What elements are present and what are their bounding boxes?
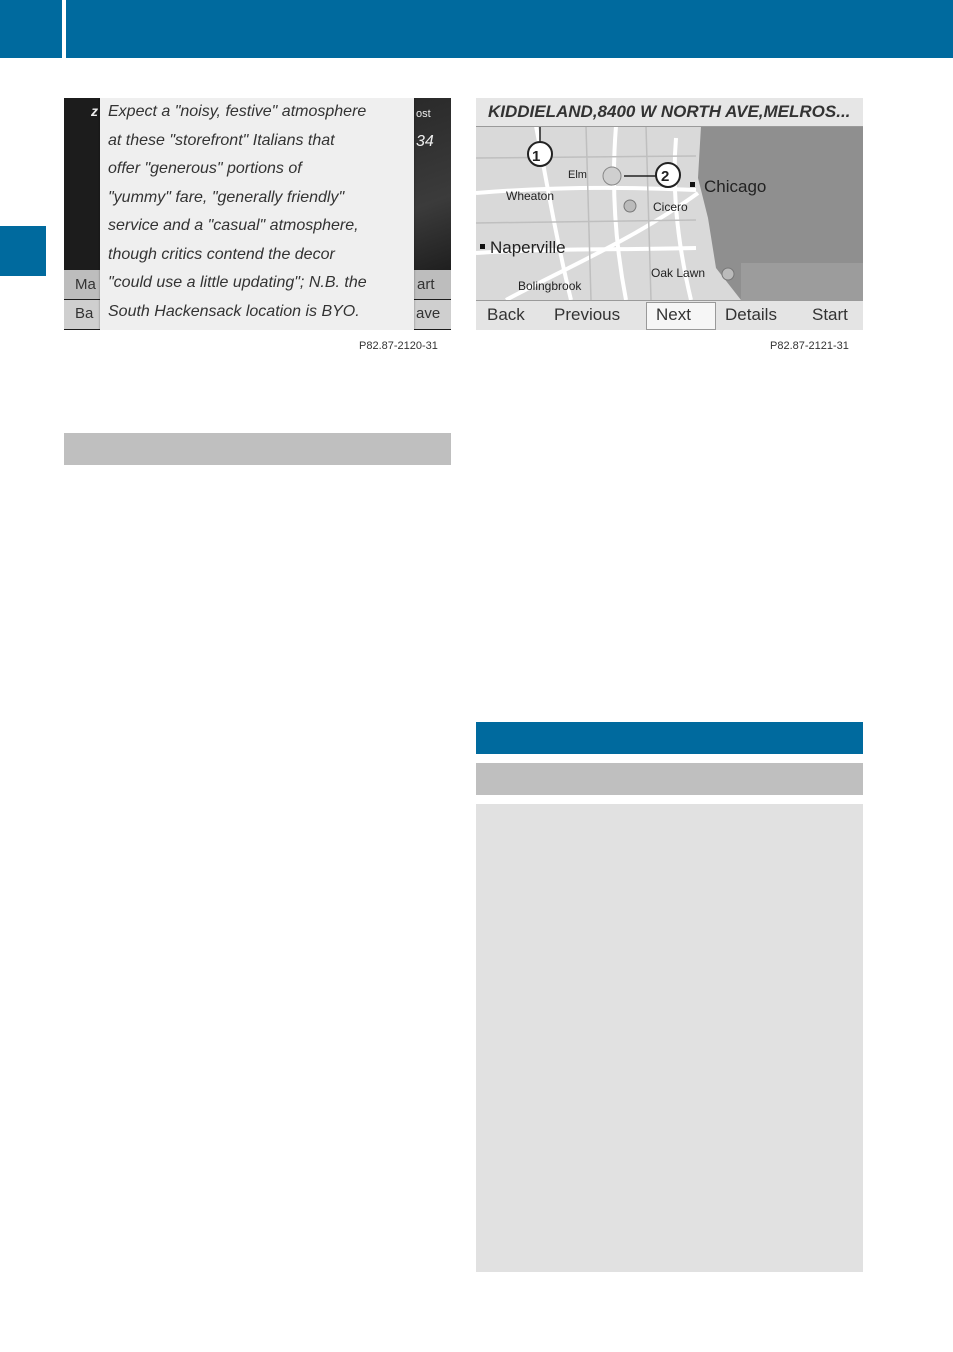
- background-panel: [414, 98, 451, 270]
- popup-line: South Hackensack location is BYO.: [108, 303, 360, 320]
- fragment-number: 34: [416, 133, 434, 150]
- fragment-softkey-right: ave: [416, 305, 441, 322]
- map-canvas: [476, 98, 863, 330]
- info-panel: [476, 804, 863, 1272]
- screenshot-map: [476, 98, 863, 330]
- fragment-top-right: ost: [416, 108, 431, 120]
- city-marker: [480, 244, 485, 249]
- section-heading-bar: [64, 433, 451, 465]
- poi-icon: [624, 200, 636, 212]
- popup-line: Expect a "noisy, festive" atmosphere: [108, 103, 367, 120]
- screenshot-description-popup: [64, 98, 451, 330]
- city-marker: [690, 182, 695, 187]
- fragment-top-left: z: [91, 103, 98, 119]
- softkey-bar: [476, 300, 863, 330]
- header-bar-left: [0, 0, 62, 58]
- popup-line: "could use a little updating"; N.B. the: [108, 274, 367, 291]
- section-heading-blue: [476, 722, 863, 754]
- callout-label-2: 2: [661, 168, 670, 185]
- start-button[interactable]: Start: [812, 305, 848, 324]
- poi-icon: [603, 167, 621, 185]
- popup-line: service and a "casual" atmosphere,: [108, 217, 359, 234]
- header-bar: [66, 0, 953, 58]
- details-button[interactable]: Details: [725, 305, 777, 324]
- lake-area: [741, 263, 863, 300]
- fragment-menu-left: Ma: [75, 276, 96, 293]
- section-tab: [0, 226, 46, 276]
- popup-line: though critics contend the decor: [108, 246, 335, 263]
- popup-line: "yummy" fare, "generally friendly": [108, 189, 345, 206]
- place-wheaton: Wheaton: [506, 189, 555, 203]
- place-naperville: Naperville: [490, 238, 566, 257]
- next-button[interactable]: [646, 302, 716, 330]
- figure-caption-right: P82.87-2121-31: [770, 340, 849, 352]
- previous-button[interactable]: Previous: [554, 305, 621, 324]
- place-elm: Elm: [568, 169, 587, 181]
- map-title-bar: [476, 98, 863, 127]
- place-oak-lawn: Oak Lawn: [651, 266, 706, 280]
- figure-caption-left: P82.87-2120-31: [359, 340, 438, 352]
- description-popup: [100, 98, 414, 330]
- subsection-heading-bar: [476, 763, 863, 795]
- place-cicero: Cicero: [653, 200, 688, 214]
- callout-label-1: 1: [532, 148, 541, 165]
- popup-line: offer "generous" portions of: [108, 160, 302, 177]
- back-button[interactable]: Back: [487, 305, 525, 324]
- destination-title: KIDDIELAND,8400 W NORTH AVE,MELROS...: [488, 102, 851, 121]
- fragment-softkey-left: Ba: [75, 305, 94, 322]
- popup-line: at these "storefront" Italians that: [108, 132, 335, 149]
- place-bolingbrook: Bolingbrook: [518, 279, 582, 293]
- poi-icon: [722, 268, 734, 280]
- place-chicago: Chicago: [704, 177, 767, 196]
- next-button-label: Next: [656, 305, 691, 324]
- fragment-menu-right: art: [417, 276, 435, 293]
